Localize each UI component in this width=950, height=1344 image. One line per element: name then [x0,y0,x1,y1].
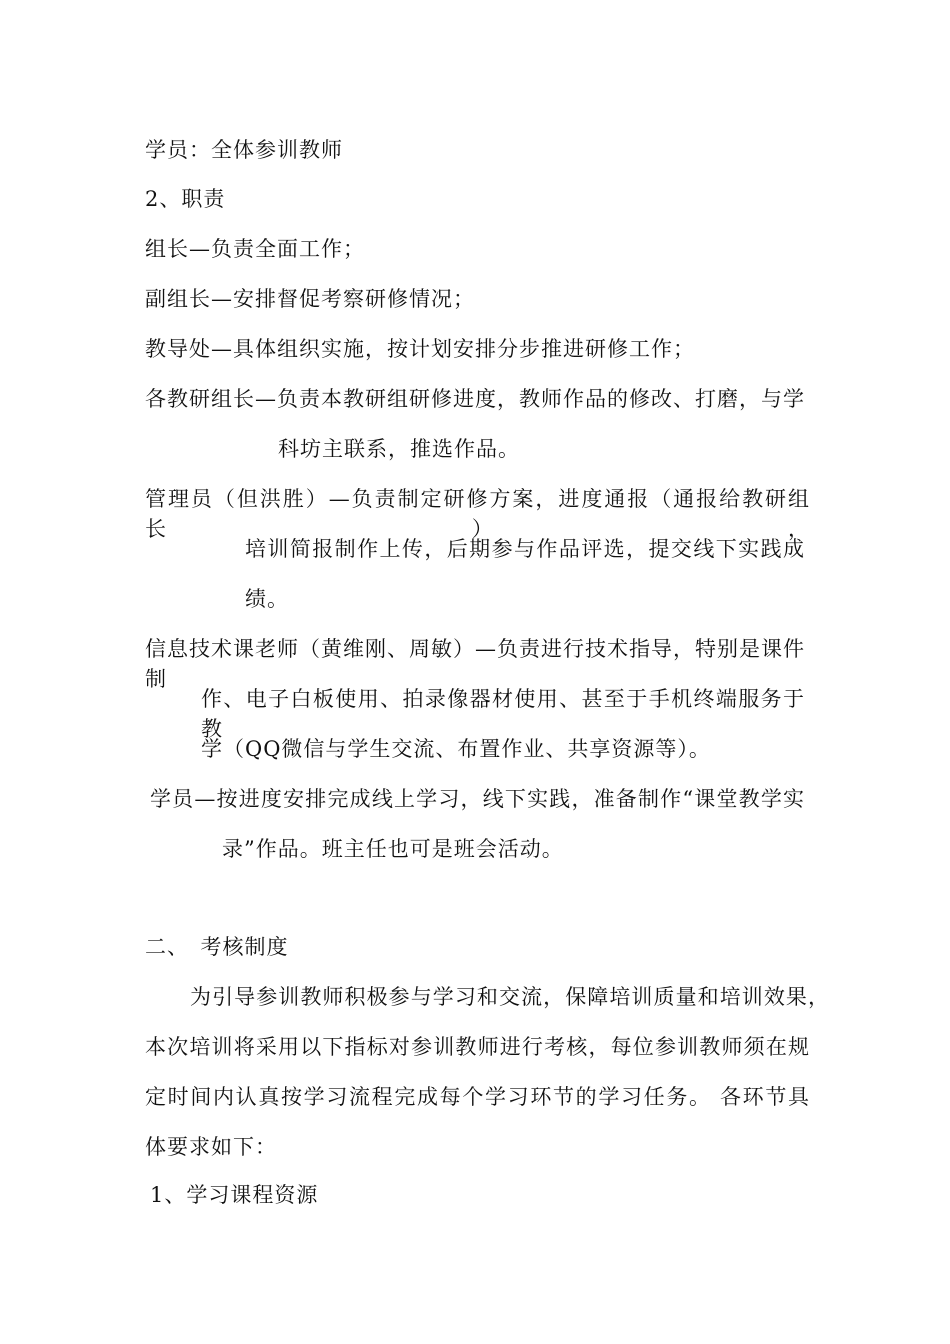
subheading-learning-resources: 1、学习课程资源 [150,1183,319,1207]
section-2-paragraph-line-2: 本次培训将采用以下指标对参训教师进行考核，每位参训教师须在规 [145,1035,810,1059]
duty-student-line-1: 学员—按进度安排完成线上学习，线下实践，准备制作“课堂教学实 [150,787,805,811]
members-line: 学员：全体参训教师 [145,138,343,162]
duty-it-teacher-line-1: 信息技术课老师（黄维刚、周敏）—负责进行技术指导，特别是课件制 [145,637,805,691]
duty-admin-line-1: 管理员（但洪胜）—负责制定研修方案，进度通报（通报给教研组长）， [145,487,810,541]
duty-admin-line-2: 培训简报制作上传，后期参与作品评选，提交线下实践成 [245,537,805,561]
section-2-paragraph-line-3: 定时间内认真按学习流程完成每个学习环节的学习任务。 各环节具 [145,1085,810,1109]
duties-heading: 2、职责 [145,187,226,211]
duty-academic-office: 教导处—具体组织实施，按计划安排分步推进研修工作； [145,337,695,361]
duty-leader: 组长—负责全面工作； [145,237,365,261]
duty-it-teacher-line-2: 作、电子白板使用、拍录像器材使用、甚至于手机终端服务于教 [201,687,805,741]
duty-student-line-2: 录”作品。班主任也可是班会活动。 [222,837,564,861]
duty-it-teacher-line-3: 学（QQ微信与学生交流、布置作业、共享资源等）。 [201,737,711,761]
section-2-paragraph-line-4: 体要求如下： [145,1135,277,1159]
duty-research-leader-line-2: 科坊主联系，推选作品。 [278,437,520,461]
section-2-paragraph-line-1: 为引导参训教师积极参与学习和交流，保障培训质量和培训效果， [190,985,830,1009]
duty-vice-leader: 副组长—安排督促考察研修情况； [145,287,475,311]
section-2-heading: 二、 考核制度 [145,935,289,959]
duty-research-leader-line-1: 各教研组长—负责本教研组研修进度，教师作品的修改、打磨，与学 [145,387,805,411]
duty-admin-line-3: 绩。 [245,587,289,611]
